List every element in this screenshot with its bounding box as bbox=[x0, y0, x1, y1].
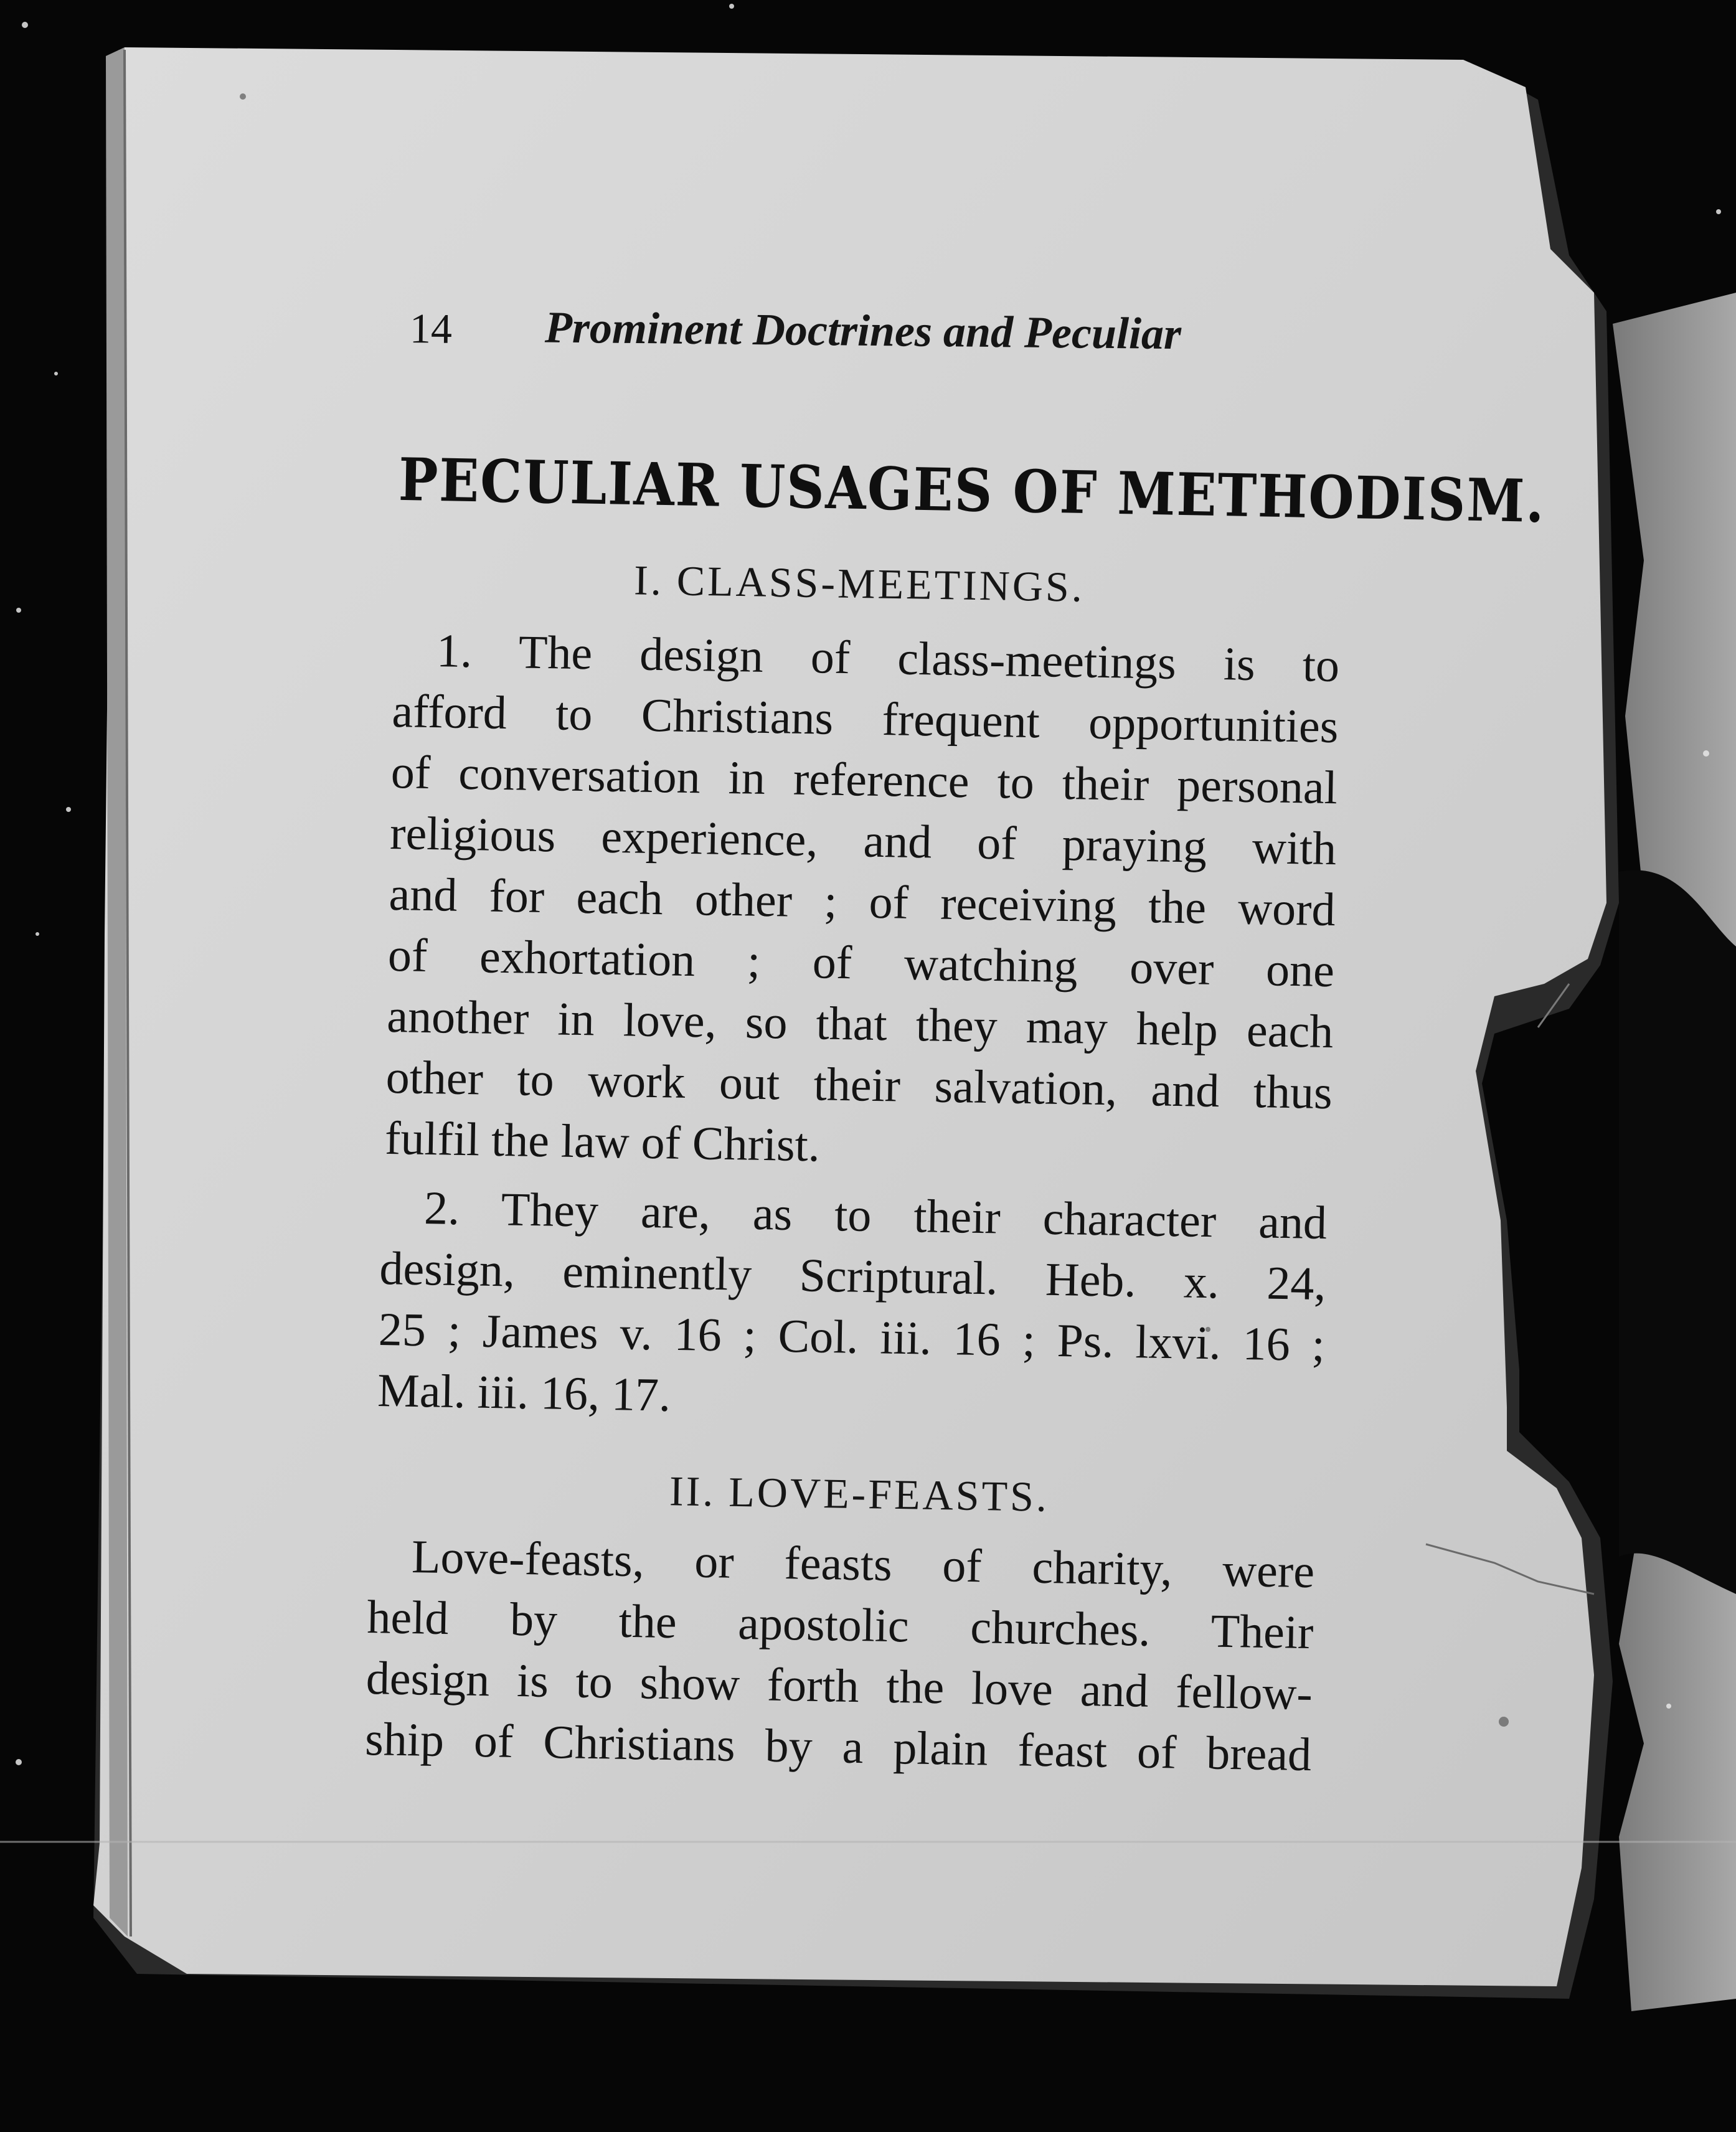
running-title: Prominent Doctrines and Peculiar bbox=[544, 302, 1182, 359]
running-head bbox=[398, 293, 1220, 370]
text-line: held by the apostolic churches. Their bbox=[366, 1590, 1314, 1659]
main-heading: PECULIAR USAGES OF METHODISM. bbox=[398, 445, 1546, 536]
text-line: ship of Christians by a plain feast of bread bbox=[364, 1712, 1312, 1781]
text-line: of exhortation ; of watching over one bbox=[387, 928, 1335, 998]
paragraph-love-feasts bbox=[365, 1526, 1315, 1785]
text-line: afford to Christians frequent opportunities bbox=[391, 684, 1339, 753]
text-line: of conversation in reference to their personal bbox=[390, 745, 1338, 814]
page-number: 14 bbox=[409, 304, 453, 352]
text-line: fulfil the law of Christ. bbox=[384, 1111, 821, 1172]
text-line: other to work out their salvation, and thus bbox=[385, 1050, 1333, 1120]
text-line: another in love, so that they may help each bbox=[386, 989, 1334, 1059]
text-line: 25 ; James v. 16 ; Col. iii. 16 ; Ps. lxvi. 16 ; bbox=[378, 1303, 1326, 1372]
text-line: Love-feasts, or feasts of charity, were bbox=[411, 1531, 1315, 1598]
text-line: Mal. iii. 16, 17. bbox=[377, 1364, 671, 1422]
text-line: design is to show forth the love and fellow- bbox=[366, 1651, 1313, 1720]
paragraph-class-meetings-2 bbox=[377, 1177, 1328, 1436]
text-line: and for each other ; of receiving the word bbox=[388, 867, 1336, 936]
text-line: 2. They are, as to their character and bbox=[423, 1182, 1328, 1250]
section-heading-class-meetings: I. CLASS-MEETINGS. bbox=[633, 556, 1085, 611]
text-line: religious experience, and of praying with bbox=[389, 806, 1337, 875]
section-heading-love-feasts: II. LOVE-FEASTS. bbox=[669, 1467, 1050, 1521]
text-line: 1. The design of class-meetings is to bbox=[436, 625, 1340, 692]
paragraph-class-meetings-1 bbox=[384, 620, 1339, 1184]
text-line: design, eminently Scriptural. Heb. x. 24, bbox=[379, 1242, 1327, 1311]
